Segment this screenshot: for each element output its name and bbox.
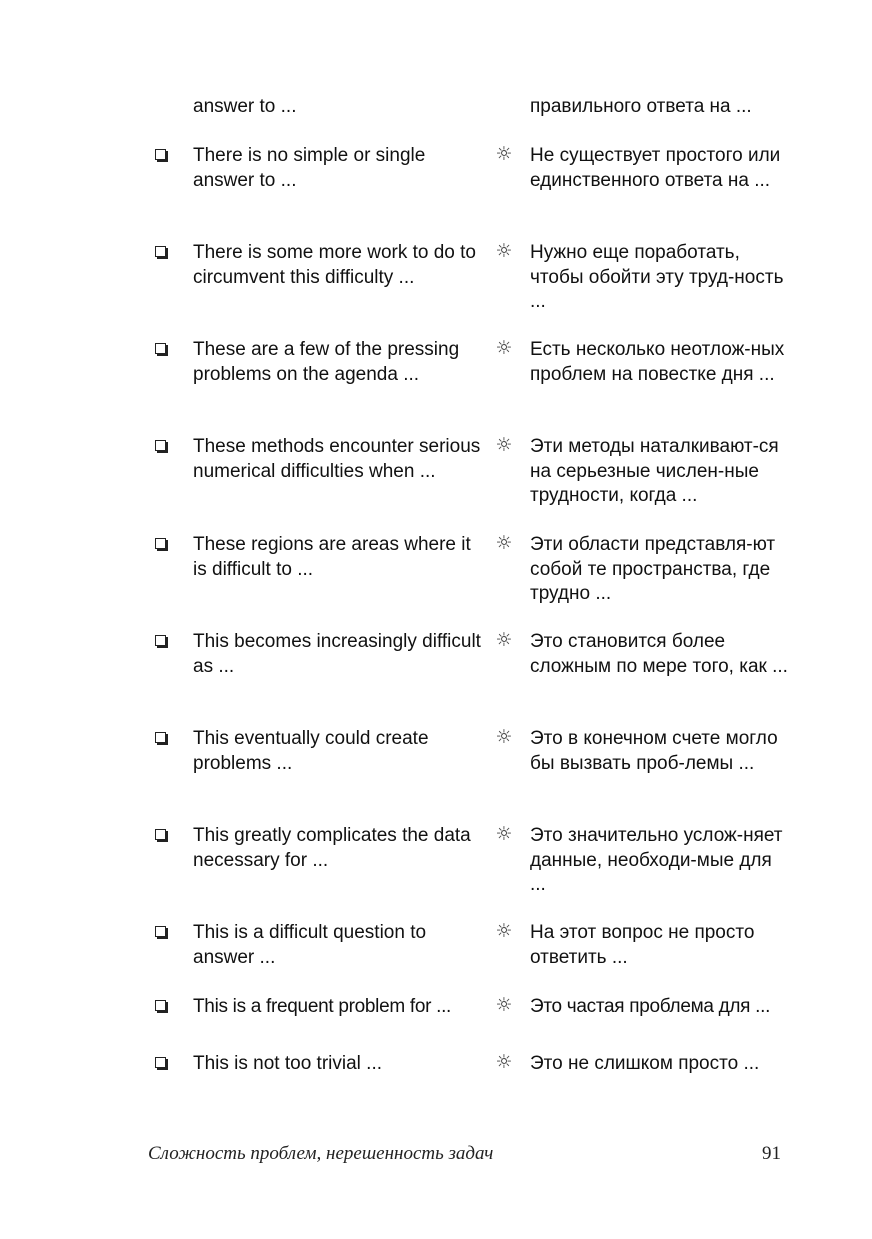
russian-text: Это не слишком просто ... bbox=[530, 1053, 760, 1074]
sun-icon: ☼ bbox=[495, 920, 513, 942]
checkbox-icon bbox=[155, 926, 166, 937]
russian-text: Эти области представля-ют собой те пространства, где трудно ... bbox=[530, 534, 776, 604]
russian-text: Эти методы наталкивают-ся на серьезные числен-ные трудности, когда ... bbox=[530, 436, 779, 506]
checkbox-icon bbox=[155, 149, 166, 160]
sun-icon: ☼ bbox=[495, 726, 513, 748]
english-text: This becomes increasingly difficult as ... bbox=[193, 631, 481, 677]
russian-text: Не существует простого или единственного ответа на ... bbox=[530, 145, 781, 191]
english-text: This is a difficult question to answer ... bbox=[193, 922, 427, 968]
russian-text: Есть несколько неотлож-ных проблем на повестке дня ... bbox=[530, 339, 785, 385]
sun-icon: ☼ bbox=[495, 629, 513, 651]
russian-text: Это становится более сложным по мере того, как ... bbox=[530, 631, 788, 677]
english-text: These are a few of the pressing problems on the agenda ... bbox=[193, 339, 460, 385]
english-text: There is no simple or single answer to ... bbox=[193, 145, 426, 191]
sun-icon: ☼ bbox=[495, 240, 513, 262]
russian-text: Нужно еще поработать, чтобы обойти эту труд-ность ... bbox=[530, 242, 784, 312]
page-number: 91 bbox=[762, 1143, 781, 1164]
running-footer-title: Сложность проблем, нерешенность задач bbox=[148, 1143, 494, 1164]
english-text: This is a frequent problem for ... bbox=[193, 996, 452, 1017]
checkbox-icon bbox=[155, 1000, 166, 1011]
sun-icon: ☼ bbox=[495, 532, 513, 554]
sun-icon: ☼ bbox=[495, 143, 513, 165]
english-text: answer to ... bbox=[193, 96, 297, 117]
checkbox-icon bbox=[155, 635, 166, 646]
russian-text: правильного ответа на ... bbox=[530, 96, 752, 117]
russian-text: Это значительно услож-няет данные, необходи-мые для ... bbox=[530, 825, 783, 895]
russian-text: Это в конечном счете могло бы вызвать проб-лемы ... bbox=[530, 728, 778, 774]
english-text: This eventually could create problems ... bbox=[193, 728, 429, 774]
english-text: This greatly complicates the data necessary for ... bbox=[193, 825, 471, 871]
russian-text: Это частая проблема для ... bbox=[530, 996, 771, 1017]
checkbox-icon bbox=[155, 829, 166, 840]
sun-icon: ☼ bbox=[495, 1051, 513, 1073]
english-text: These regions are areas where it is difficult to ... bbox=[193, 534, 471, 580]
checkbox-icon bbox=[155, 732, 166, 743]
checkbox-icon bbox=[155, 440, 166, 451]
checkbox-icon bbox=[155, 343, 166, 354]
english-text: These methods encounter serious numerical difficulties when ... bbox=[193, 436, 481, 482]
checkbox-icon bbox=[155, 538, 166, 549]
russian-text: На этот вопрос не просто ответить ... bbox=[530, 922, 755, 968]
checkbox-icon bbox=[155, 246, 166, 257]
sun-icon: ☼ bbox=[495, 434, 513, 456]
checkbox-icon bbox=[155, 1057, 166, 1068]
sun-icon: ☼ bbox=[495, 337, 513, 359]
sun-icon: ☼ bbox=[495, 823, 513, 845]
english-text: This is not too trivial ... bbox=[193, 1053, 383, 1074]
english-text: There is some more work to do to circumvent this difficulty ... bbox=[193, 242, 476, 288]
sun-icon: ☼ bbox=[495, 994, 513, 1016]
